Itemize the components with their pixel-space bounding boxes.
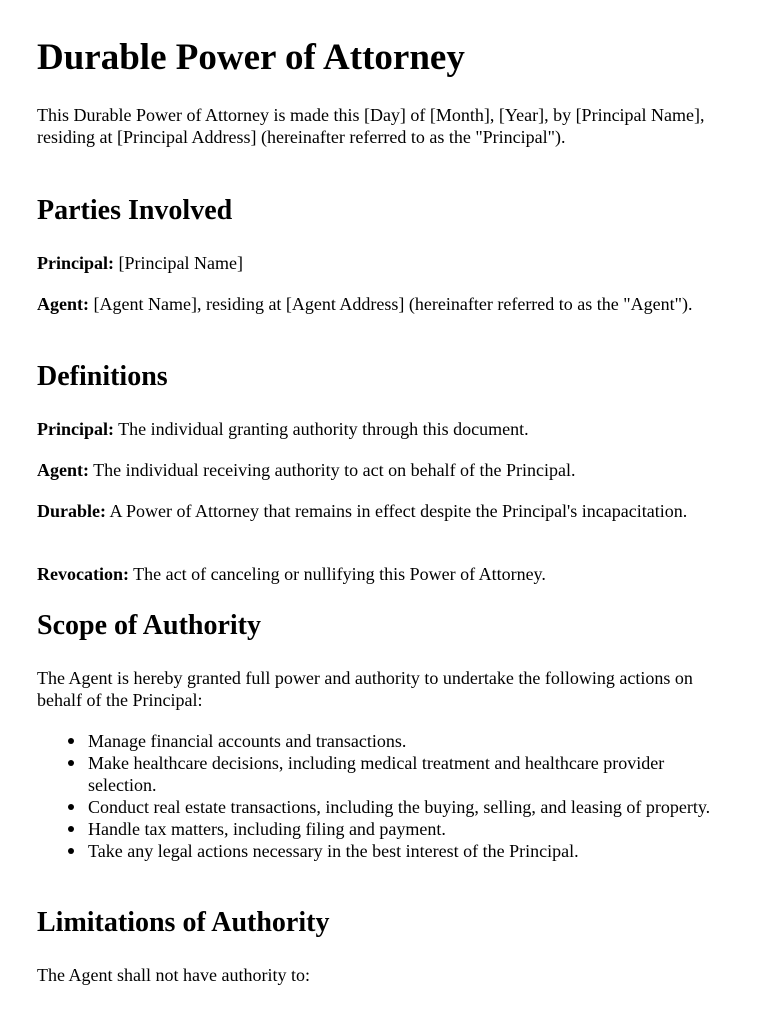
definitions-heading: Definitions [37,361,168,392]
definition-term: Principal: [37,419,114,439]
definition-term: Agent: [37,460,89,480]
limitations-intro: The Agent shall not have authority to: [37,965,310,985]
definition-term: Revocation: [37,564,129,584]
scope-list [37,730,728,862]
scope-intro: The Agent is hereby granted full power and authority to undertake the following actions on behalf of the Principal: [37,668,693,710]
definition-term: Durable: [37,501,106,521]
definition-item [37,459,727,481]
definition-item [37,418,727,440]
definition-item [37,563,727,585]
list-item: Take any legal actions necessary in the best interest of the Principal. [88,840,728,862]
parties-heading: Parties Involved [37,195,233,226]
document-title: Durable Power of Attorney [37,37,465,78]
parties-principal-label: Principal: [37,253,114,273]
list-item: Conduct real estate transactions, including the buying, selling, and leasing of property. [88,796,728,818]
definition-item [37,500,727,522]
limitations-heading: Limitations of Authority [37,907,330,938]
definition-text: The individual receiving authority to act on behalf of the Principal. [89,460,576,480]
parties-agent-value: [Agent Name], residing at [Agent Address] (hereinafter referred to as the "Agent"). [89,294,693,314]
scope-heading: Scope of Authority [37,610,261,641]
intro-paragraph: This Durable Power of Attorney is made this [Day] of [Month], [Year], by [Principal Name], residing at [Principal Address] (hereinafter referred to as the "Principal"). [37,105,705,147]
parties-agent [37,293,727,315]
list-item: Make healthcare decisions, including medical treatment and healthcare provider selection. [88,752,728,796]
definition-text: The individual granting authority through this document. [114,419,529,439]
definition-text: A Power of Attorney that remains in effect despite the Principal's incapacitation. [106,501,688,521]
list-item: Handle tax matters, including filing and payment. [88,818,728,840]
definition-text: The act of canceling or nullifying this Power of Attorney. [128,564,546,584]
parties-agent-label: Agent: [37,294,89,314]
parties-principal [37,252,727,274]
parties-principal-value: [Principal Name] [114,253,243,273]
list-item: Manage financial accounts and transactions. [88,730,728,752]
